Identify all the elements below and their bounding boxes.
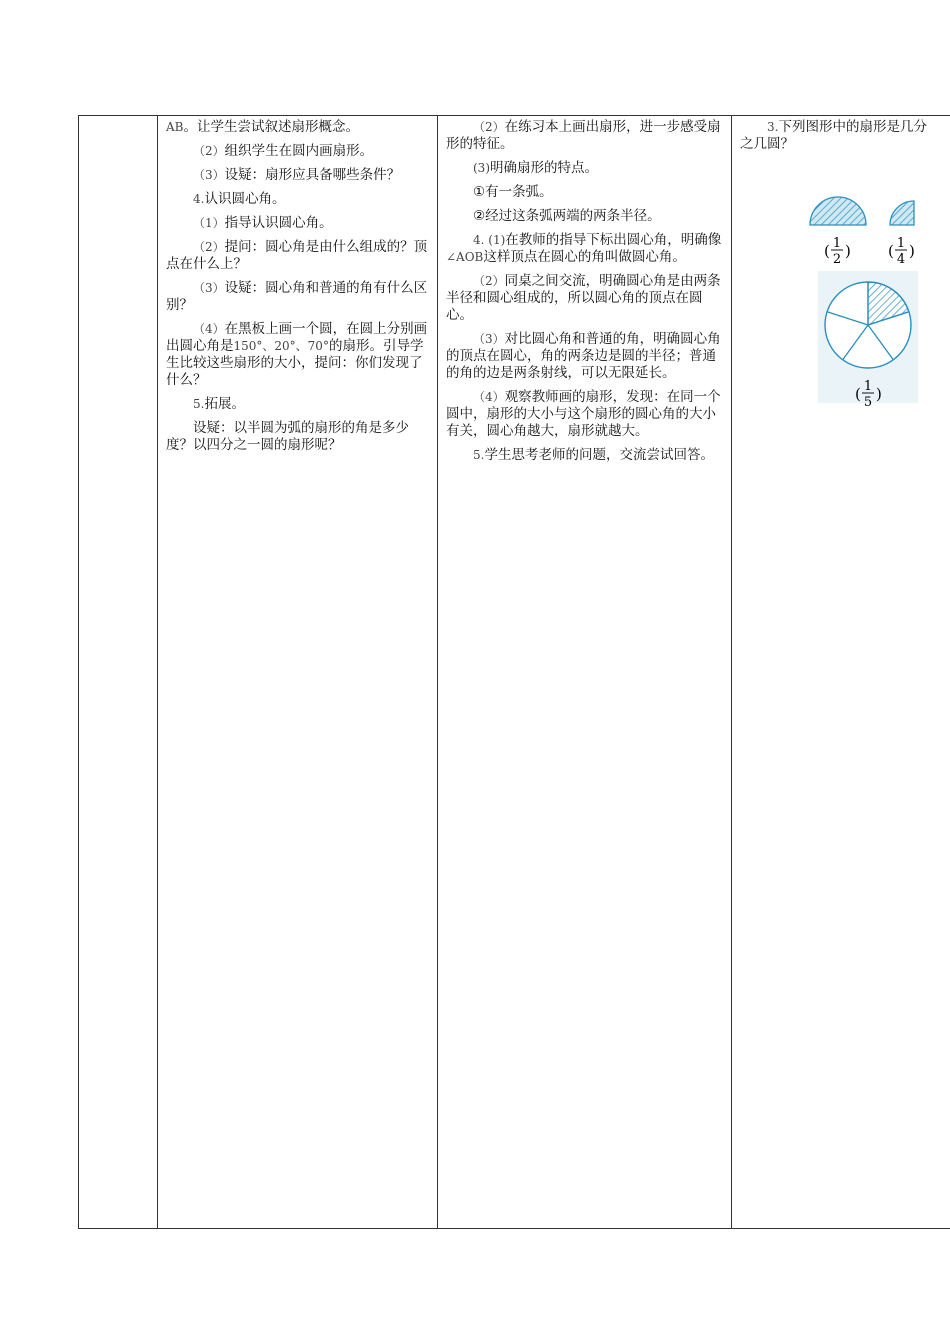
quarter-circle-sector (890, 201, 914, 225)
teacher-activity-cell (158, 116, 438, 1229)
fifth-circle-sector (825, 282, 911, 368)
blank-column-cell (79, 116, 158, 1229)
paragraph: （1）指导认识圆心角。 (193, 215, 333, 231)
fig1-paren-right: ) (845, 242, 851, 260)
exercise-cell (732, 116, 950, 1229)
fig3-numerator: 1 (863, 379, 873, 394)
paragraph: 5.学生思考老师的问题，交流尝试回答。 (473, 447, 714, 463)
half-circle-sector (810, 197, 866, 225)
sector-figures-svg (740, 157, 950, 417)
fig3-paren-left: ( (855, 385, 861, 403)
paragraph: （4）观察教师画的扇形，发现：在同一个圆中，扇形的大小与这个扇形的圆心角的大小有关，圆心角越大，扇形就越大。 (446, 389, 721, 439)
fig1-paren-left: ( (824, 242, 830, 260)
fig3-denominator: 5 (863, 395, 873, 410)
sector-figures (740, 157, 950, 417)
fig3-paren-right: ) (876, 385, 882, 403)
paragraph: （2）同桌之间交流，明确圆心角是由两条半径和圆心组成的，所以圆心角的顶点在圆心。 (446, 273, 721, 323)
paragraph: AB。让学生尝试叙述扇形概念。 (166, 119, 359, 135)
paragraph: （4）在黑板上画一个圆，在圆上分别画出圆心角是150°、20°、70°的扇形。引导学生比较这些扇形的大小，提问：你们发现了什么？ (166, 321, 428, 388)
section-heading: 5.拓展。 (193, 396, 245, 412)
lesson-plan-table (78, 115, 950, 1229)
paragraph: （3）设疑：扇形应具备哪些条件？ (193, 167, 401, 183)
exercise-question: 3.下列图形中的扇形是几分 (767, 119, 927, 135)
paragraph: （2）在练习本上画出扇形，进一步感受扇形的特征。 (446, 119, 721, 152)
paragraph: （2）组织学生在圆内画扇形。 (193, 143, 374, 159)
fig1-numerator: 1 (832, 236, 842, 251)
fig2-paren-right: ) (909, 242, 915, 260)
exercise-question-cont: 之几圆？ (740, 136, 794, 152)
fig1-denominator: 2 (832, 252, 842, 267)
student-activity-cell (438, 116, 732, 1229)
paragraph: （2）提问：圆心角是由什么组成的？顶点在什么上？ (166, 239, 428, 272)
paragraph: （3）对比圆心角和普通的角，明确圆心角的顶点在圆心，角的两条边是圆的半径；普通的角的边是两条射线，可以无限延长。 (446, 331, 721, 381)
fig2-denominator: 4 (896, 252, 906, 267)
fig2-paren-left: ( (888, 242, 894, 260)
paragraph: （3）设疑：圆心角和普通的角有什么区别？ (166, 280, 428, 313)
paragraph: ②经过这条弧两端的两条半径。 (473, 208, 661, 224)
paragraph: 设疑：以半圆为弧的扇形的角是多少度？以四分之一圆的扇形呢？ (166, 420, 409, 453)
paragraph: ①有一条弧。 (473, 184, 553, 200)
section-heading: 4.认识圆心角。 (193, 191, 286, 207)
fig2-numerator: 1 (896, 236, 906, 251)
paragraph: 4. (1)在教师的指导下标出圆心角，明确像∠AOB这样顶点在圆心的角叫做圆心角。 (446, 232, 722, 265)
paragraph: (3)明确扇形的特点。 (473, 160, 598, 176)
